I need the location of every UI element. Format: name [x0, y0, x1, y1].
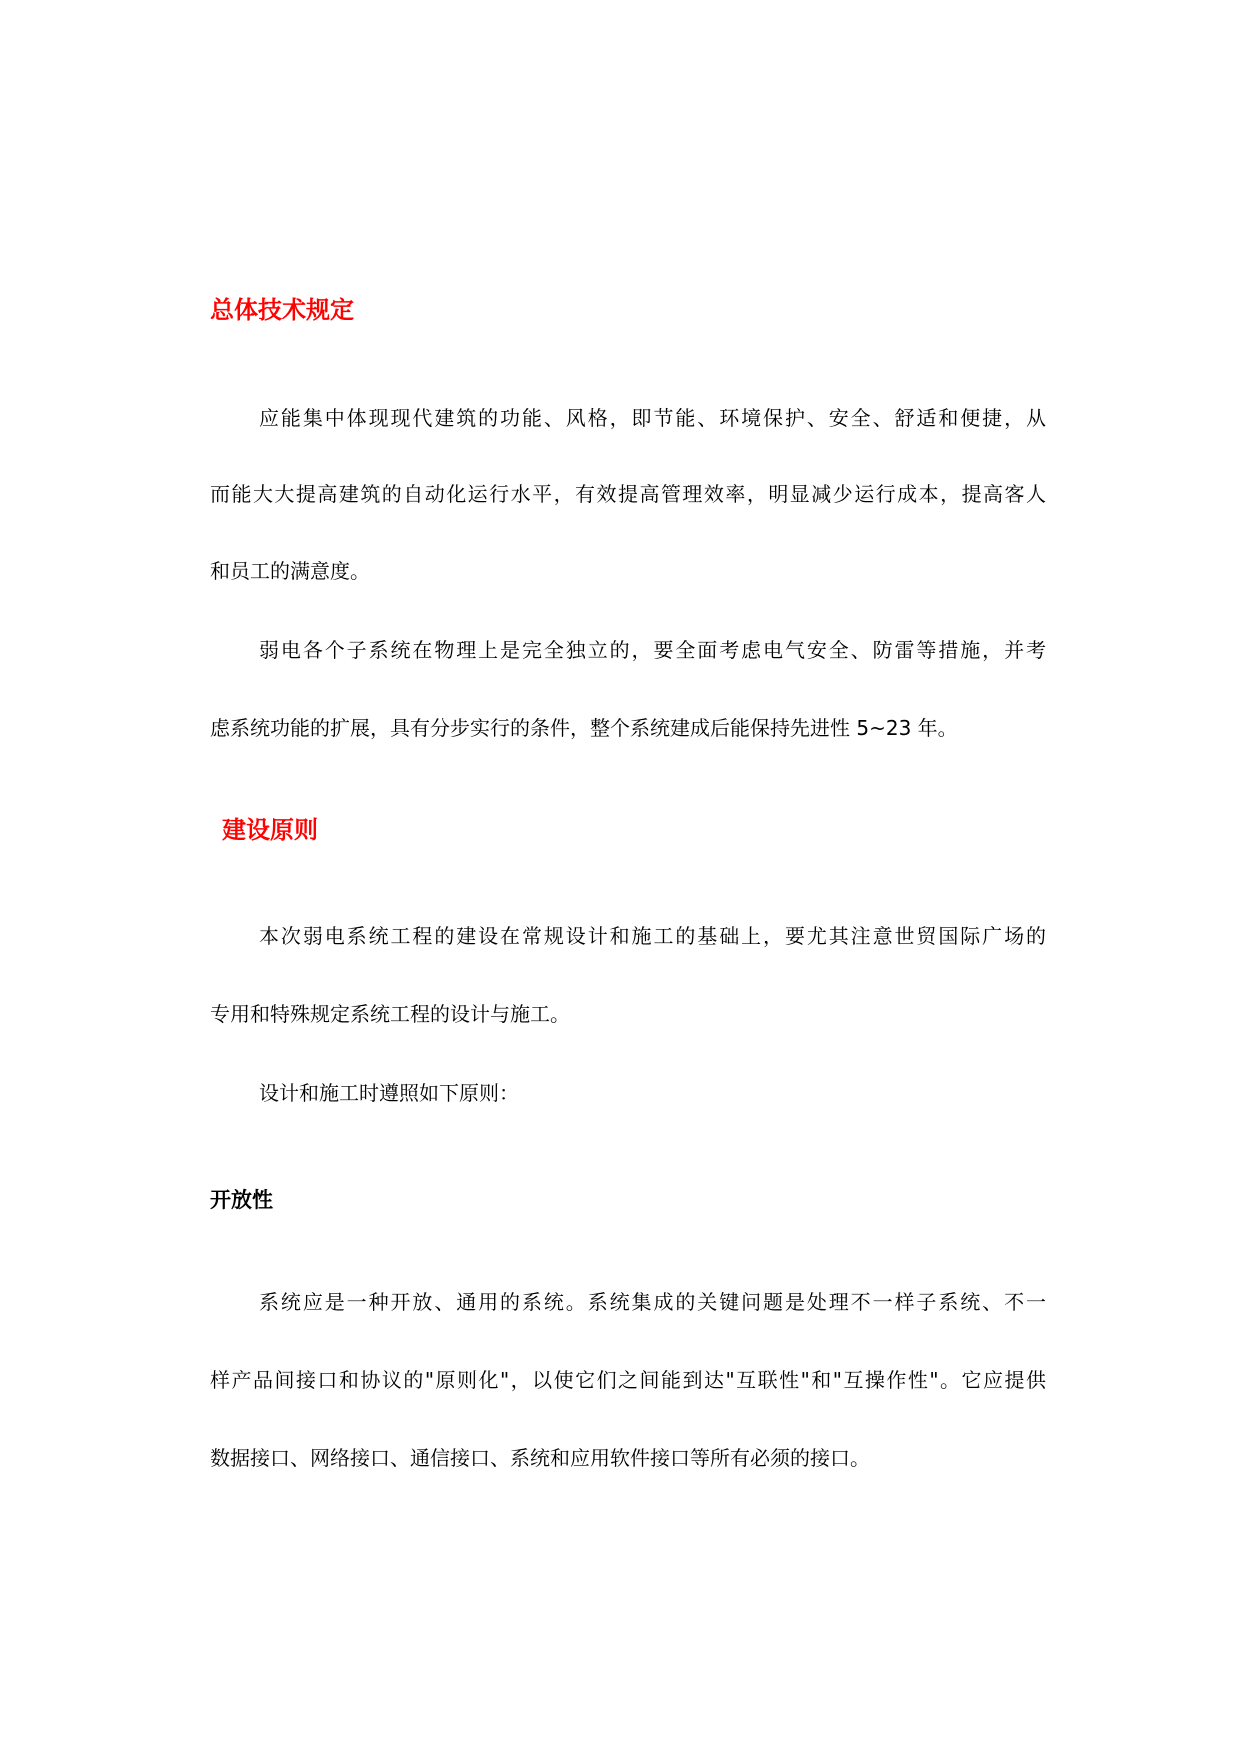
paragraph-line: 数据接口、网络接口、通信接口、系统和应用软件接口等所有必须的接口。: [210, 1446, 870, 1470]
paragraph-line: 本次弱电系统工程的建设在常规设计和施工的基础上，要尤其注意世贸国际广场的: [259, 924, 1046, 948]
paragraph-line: 弱电各个子系统在物理上是完全独立的，要全面考虑电气安全、防雷等措施，并考: [259, 638, 1046, 662]
paragraph-line: 设计和施工时遵照如下原则：: [259, 1081, 519, 1105]
section-title-construction-principles: 建设原则: [222, 816, 318, 844]
paragraph-line: 和员工的满意度。: [210, 559, 370, 583]
paragraph-line: 系统应是一种开放、通用的系统。系统集成的关键问题是处理不一样子系统、不一: [259, 1290, 1046, 1314]
paragraph-line: 应能集中体现现代建筑的功能、风格，即节能、环境保护、安全、舒适和便捷，从: [259, 406, 1046, 430]
subsection-title-openness: 开放性: [210, 1188, 273, 1212]
paragraph-line: 样产品间接口和协议的"原则化"，以使它们之间能到达"互联性"和"互操作性"。它应提供: [210, 1368, 1046, 1392]
paragraph-line: 而能大大提高建筑的自动化运行水平，有效提高管理效率，明显减少运行成本，提高客人: [210, 482, 1046, 506]
paragraph-line: 专用和特殊规定系统工程的设计与施工。: [210, 1002, 570, 1026]
paragraph-line: 虑系统功能的扩展，具有分步实行的条件，整个系统建成后能保持先进性 5~23 年。: [210, 716, 958, 740]
section-title-overall-requirements: 总体技术规定: [210, 296, 354, 324]
